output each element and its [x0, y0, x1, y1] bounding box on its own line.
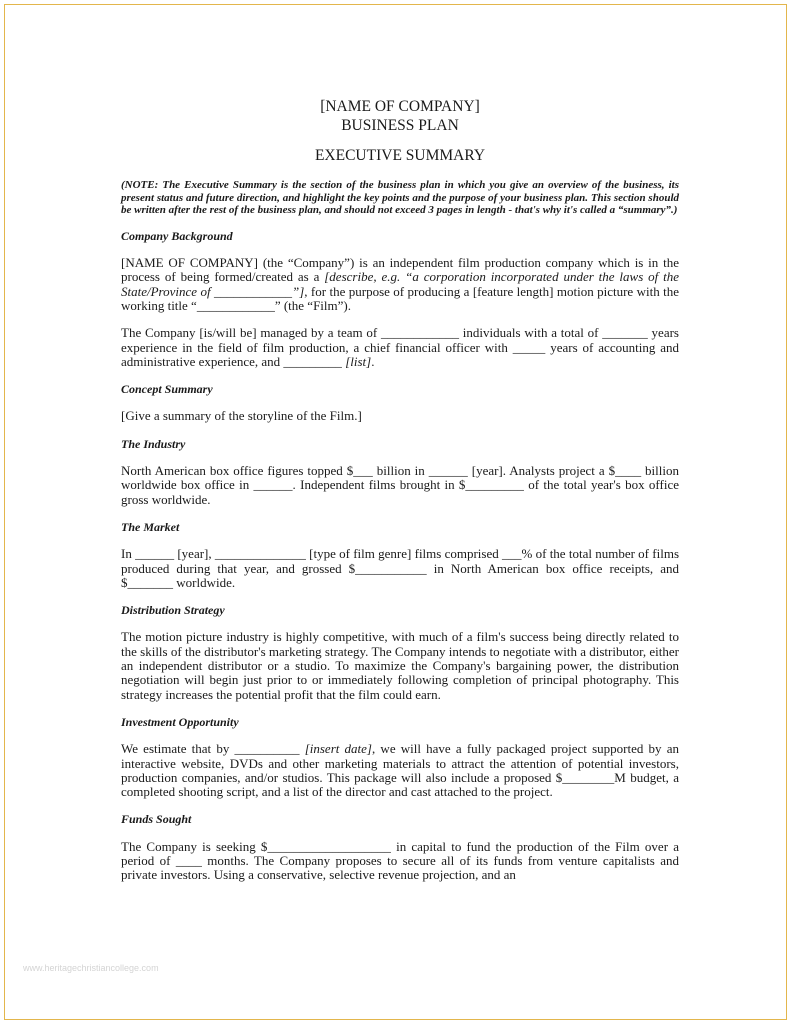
document-content [121, 97, 679, 896]
concept-summary-paragraph: [Give a summary of the storyline of the Film.] [121, 408, 362, 424]
heading-the-industry: The Industry [121, 436, 186, 451]
heading-company-background: Company Background [121, 228, 233, 243]
text-segment: [NAME OF COMPANY] (the “Company”) is an independent film production company which is in the process of being formed/created as a [121, 255, 679, 285]
watermark-text: www.heritagechristiancollege.com [23, 963, 159, 973]
executive-summary-title: EXECUTIVE SUMMARY [314, 147, 486, 164]
company-background-paragraph-2 [121, 326, 679, 369]
company-title: [NAME OF COMPANY] [320, 98, 480, 115]
distribution-paragraph: The motion picture industry is highly competitive, with much of a film's success being directly related to the skills of the distributor's marketing strategy. The Company intends to negotiate with a distributor, either an independent distributor or a studio. To maximize the Company's bargaining power, the distribution negotiation will begin just prior to or immediately following completion of principal photography. This strategy increases the potential profit that the film could earn. [121, 629, 679, 702]
text-segment: The Company [is/will be] managed by a team of ____________ individuals with a total of _______ years experience in the field of film production, a chief financial officer with _____ years of accounting and administrative experience, and _________ [121, 325, 679, 369]
text-segment: . [371, 353, 375, 369]
placeholder-text: [insert date] [304, 741, 372, 757]
placeholder-text: [describe, e.g. “a corporation incorporated under the laws of the State/Province of ____________”] [121, 269, 679, 299]
document-page [4, 4, 787, 1020]
investment-paragraph [121, 742, 679, 799]
text-segment: We estimate that by __________ [121, 741, 305, 757]
heading-funds-sought: Funds Sought [121, 812, 192, 827]
heading-distribution-strategy: Distribution Strategy [121, 603, 225, 618]
heading-investment-opportunity: Investment Opportunity [121, 714, 239, 729]
market-paragraph: In ______ [year], ______________ [type of film genre] films comprised ___% of the total number of films produced during that year, and grossed $___________ in North American box office receipts, and $_______ worldwide. [121, 546, 679, 590]
text-segment: , we will have a fully packaged project supported by an interactive website, DVDs and other marketing materials to attract the attention of potential investors, production companies, and/or studios. This package will also include a proposed $________M budget, a completed shooting script, and a list of the director and cast attached to the project. [121, 741, 679, 800]
plan-title: BUSINESS PLAN [341, 117, 459, 134]
executive-summary-note: (NOTE: The Executive Summary is the section of the business plan in which you give an overview of the business, its present status and future direction, and highlight the key points and the purpose of your business plan. This section should be written after the rest of the business plan, and should not exceed 3 pages in length - that's why it's called a “summary”.) [121, 179, 679, 217]
heading-concept-summary: Concept Summary [121, 382, 213, 397]
company-background-paragraph-1 [121, 256, 679, 313]
funds-sought-paragraph: The Company is seeking $___________________ in capital to fund the production of the Film over a period of ____ months. The Company proposes to secure all of its funds from venture capitalists and private investors. Using a conservative, selective revenue projection, and an [121, 838, 679, 883]
text-segment: , for the purpose of producing a [feature length] motion picture with the working title “____________” (the “Film”). [121, 283, 679, 313]
placeholder-text: [list] [345, 353, 372, 369]
industry-paragraph: North American box office figures topped $___ billion in ______ [year]. Analysts project a $____ billion worldwide box office in ______. Independent films brought in $_________ of the total year's box office gross worldwide. [121, 463, 679, 507]
heading-the-market: The Market [121, 519, 180, 534]
